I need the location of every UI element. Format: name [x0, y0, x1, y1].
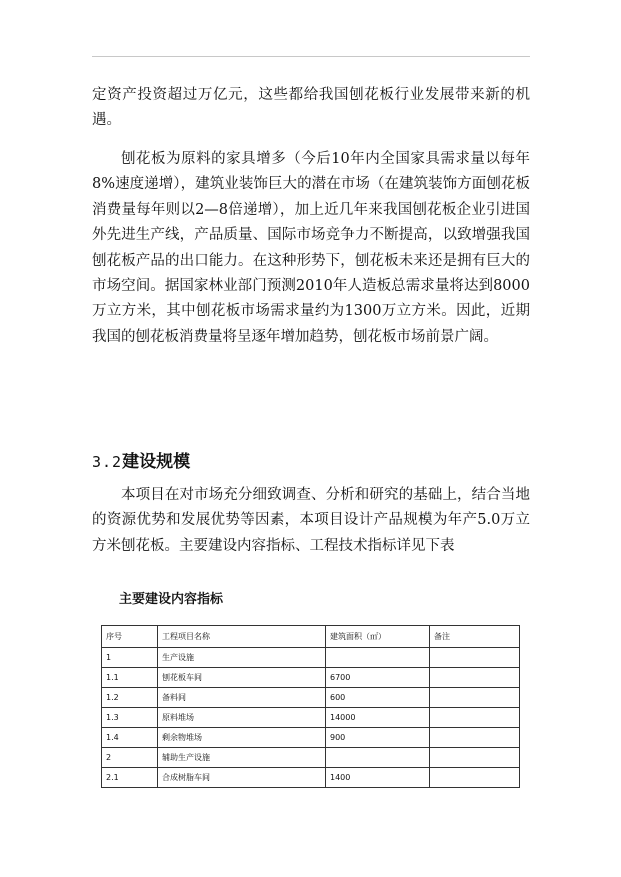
table-row — [102, 648, 520, 668]
paragraph-market-outlook: 刨花板为原料的家具增多（今后10年内全国家具需求量以每年8%速度递增），建筑业装饰巨大的潜在市场（在建筑装饰方面刨花板消费量每年则以2—8倍递增），加上近几年来我国刨花板企业引进国外先进生产线，产品质量、国际市场竞争力不断提高，以致增强我国刨花板产品的出口能力。在这种形势下，刨花板未来还是拥有巨大的市场空间。据国家林业部门预测2010年人造板总需求量将达到8000万立方米，其中刨花板市场需求量约为1300万立方米。因此，近期我国的刨花板消费量将呈逐年增加趋势，刨花板市场前景广阔。 — [92, 151, 530, 345]
table-row — [102, 668, 520, 688]
table-row — [102, 688, 520, 708]
header-cell-remarks: 备注 — [430, 626, 520, 648]
cell-remarks — [430, 648, 520, 668]
table-title: 主要建设内容指标 — [119, 592, 224, 607]
header-cell-area: 建筑面积（㎡） — [326, 626, 430, 648]
cell-index: 1.1 — [102, 668, 158, 688]
header-rule — [92, 56, 530, 57]
cell-area: 1400 — [326, 768, 430, 788]
cell-area — [326, 648, 430, 668]
cell-area — [326, 748, 430, 768]
cell-area: 6700 — [326, 668, 430, 688]
cell-remarks — [430, 728, 520, 748]
section-title: 建设规模 — [122, 452, 191, 472]
paragraph-opportunity: 定资产投资超过万亿元，这些都给我国刨花板行业发展带来新的机遇。 — [92, 87, 530, 129]
construction-indicators-table — [101, 625, 520, 788]
cell-index: 1.2 — [102, 688, 158, 708]
cell-index: 1.4 — [102, 728, 158, 748]
cell-project-name: 原料堆场 — [158, 708, 326, 728]
header-cell-index: 序号 — [102, 626, 158, 648]
header-cell-project-name: 工程项目名称 — [158, 626, 326, 648]
cell-project-name: 合成树脂车间 — [158, 768, 326, 788]
cell-index: 1.3 — [102, 708, 158, 728]
cell-index: 2.1 — [102, 768, 158, 788]
cell-project-name: 备料间 — [158, 688, 326, 708]
section-number: 3.2 — [92, 453, 123, 471]
cell-remarks — [430, 708, 520, 728]
cell-area: 900 — [326, 728, 430, 748]
table-row — [102, 748, 520, 768]
table-row — [102, 768, 520, 788]
table-header-row — [102, 626, 520, 648]
cell-remarks — [430, 768, 520, 788]
paragraph-construction-scale: 本项目在对市场充分细致调查、分析和研究的基础上，结合当地的资源优势和发展优势等因素，本项目设计产品规模为年产5.0万立方米刨花板。主要建设内容指标、工程技术指标详见下表 — [92, 487, 530, 554]
table-row — [102, 708, 520, 728]
cell-project-name: 生产设施 — [158, 648, 326, 668]
cell-remarks — [430, 688, 520, 708]
cell-project-name: 辅助生产设施 — [158, 748, 326, 768]
table-row — [102, 728, 520, 748]
cell-remarks — [430, 748, 520, 768]
cell-area: 14000 — [326, 708, 430, 728]
cell-project-name: 剩余物堆场 — [158, 728, 326, 748]
cell-index: 1 — [102, 648, 158, 668]
cell-project-name: 刨花板车间 — [158, 668, 326, 688]
cell-remarks — [430, 668, 520, 688]
cell-area: 600 — [326, 688, 430, 708]
cell-index: 2 — [102, 748, 158, 768]
section-heading — [92, 450, 190, 474]
